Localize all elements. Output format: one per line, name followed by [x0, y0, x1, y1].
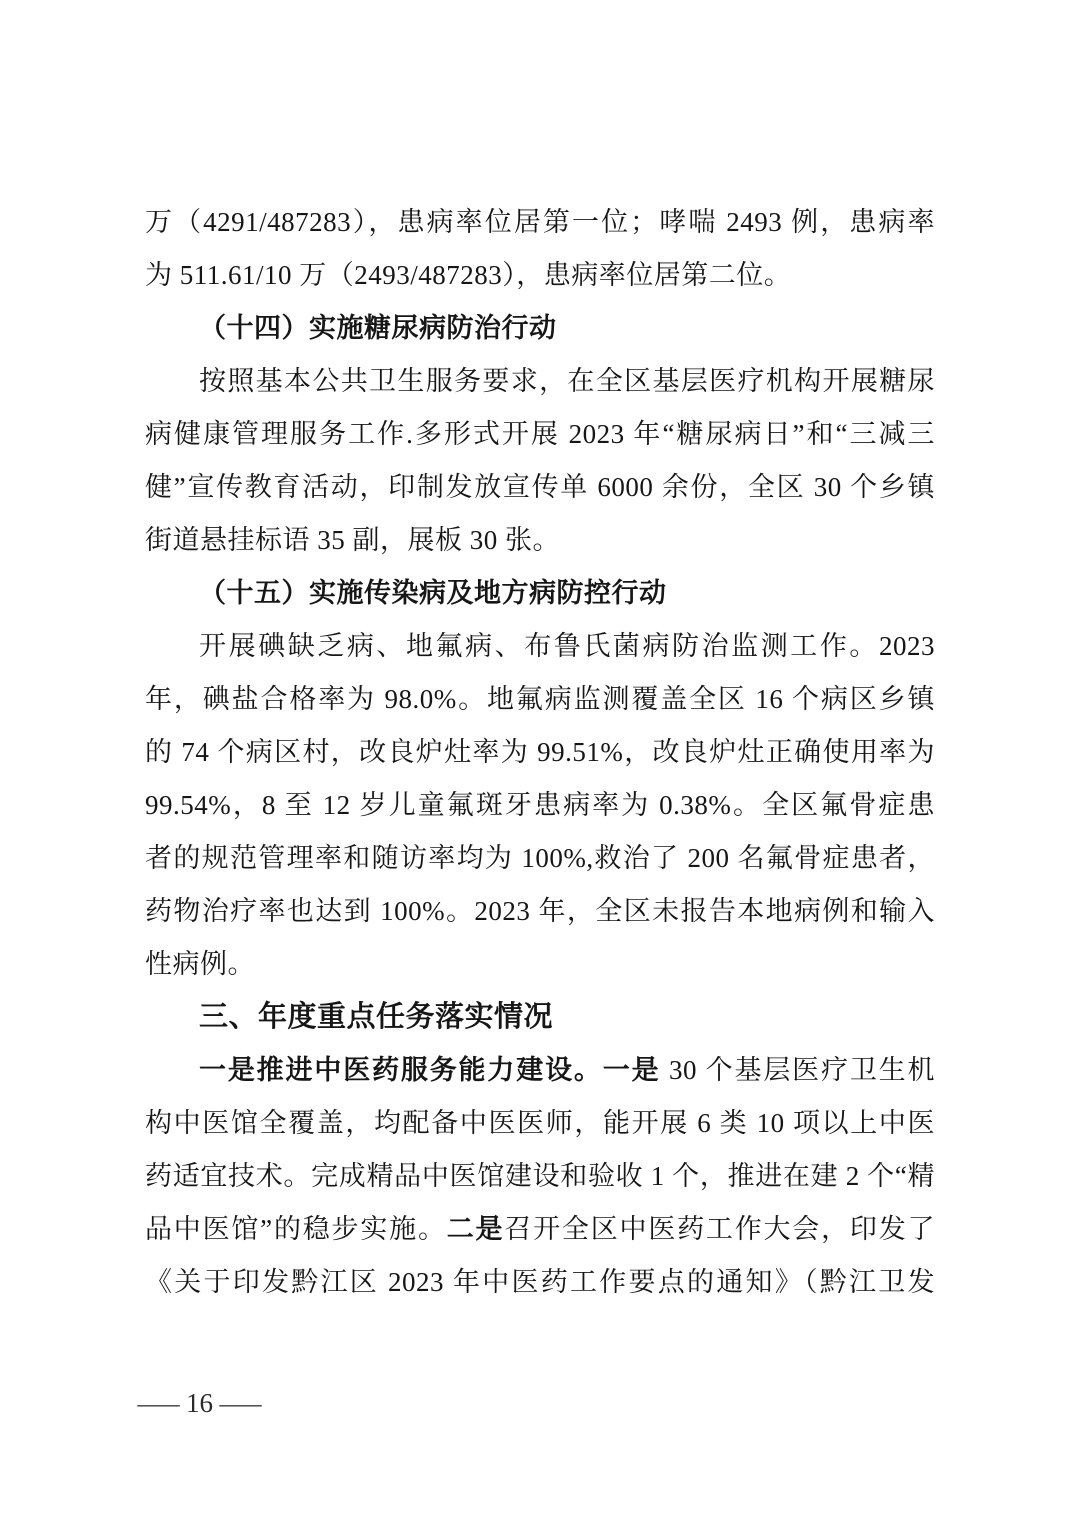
- text-line: [145, 1150, 935, 1203]
- text-line: [145, 355, 935, 408]
- body-text: 三、年度重点任务落实情况: [199, 1001, 554, 1033]
- text-line: [145, 196, 935, 249]
- bold-text: 一是: [602, 1055, 661, 1085]
- text-line: [145, 885, 935, 938]
- body-text: 街道悬挂标语 35 副，展板 30 张。: [145, 525, 560, 555]
- text-line: [145, 514, 935, 567]
- body-text: 召开全区中医药工作大会，印发了: [504, 1214, 935, 1244]
- body-text: （十五）实施传染病及地方病防控行动: [199, 578, 667, 608]
- bold-text: 一是推进中医药服务能力建设。: [199, 1055, 603, 1085]
- body-text: 健”宣传教育活动，印制发放宣传单 6000 余份，全区 30 个乡镇: [145, 472, 935, 502]
- text-line: [145, 408, 935, 461]
- text-line: [145, 620, 935, 673]
- para-tcm-capacity: [145, 1044, 935, 1309]
- text-line: [145, 779, 935, 832]
- heading-section-3-annual-key-tasks: [145, 991, 935, 1044]
- body-text: 《关于印发黔江区 2023 年中医药工作要点的通知》（黔江卫发: [145, 1267, 935, 1297]
- heading-15-infectious-endemic-action: [145, 567, 935, 620]
- bold-text: 二是: [446, 1214, 505, 1244]
- text-line: [145, 1256, 935, 1309]
- heading-line: [145, 991, 935, 1044]
- text-line: [145, 1203, 935, 1256]
- text-line: [145, 461, 935, 514]
- para-prevalence-continued: [145, 196, 935, 302]
- body-text: 性病例。: [145, 949, 255, 979]
- body-text: 99.54%，8 至 12 岁儿童氟斑牙患病率为 0.38%。全区氟骨症患: [145, 790, 935, 820]
- body-text: 开展碘缺乏病、地氟病、布鲁氏菌病防治监测工作。2023: [199, 631, 935, 661]
- document-body: [145, 196, 935, 1309]
- body-text: 药适宜技术。完成精品中医馆建设和验收 1 个，推进在建 2 个“精: [145, 1161, 935, 1191]
- body-text: 年，碘盐合格率为 98.0%。地氟病监测覆盖全区 16 个病区乡镇: [145, 684, 935, 714]
- heading-line: [145, 302, 935, 355]
- body-text: 的 74 个病区村，改良炉灶率为 99.51%，改良炉灶正确使用率为: [145, 737, 935, 767]
- body-text: 为 511.61/10 万（2493/487283），患病率位居第二位。: [145, 260, 792, 290]
- text-line: [145, 726, 935, 779]
- para-endemic-disease: [145, 620, 935, 991]
- text-line: [145, 832, 935, 885]
- body-text: 万（4291/487283），患病率位居第一位；哮喘 2493 例，患病率: [145, 207, 935, 237]
- body-text: 构中医馆全覆盖，均配备中医医师，能开展 6 类 10 项以上中医: [145, 1108, 935, 1138]
- body-text: 者的规范管理率和随访率均为 100%,救治了 200 名氟骨症患者，: [145, 843, 935, 873]
- text-line: [145, 938, 935, 991]
- heading-14-diabetes-action: [145, 302, 935, 355]
- footer-page-number: 16: [186, 1388, 213, 1418]
- page-footer: [137, 1388, 262, 1419]
- text-line: [145, 1097, 935, 1150]
- footer-dash-right: —: [219, 1388, 262, 1418]
- body-text: （十四）实施糖尿病防治行动: [199, 313, 557, 343]
- body-text: 30 个基层医疗卫生机: [660, 1055, 935, 1085]
- para-diabetes-action: [145, 355, 935, 567]
- body-text: 品中医馆”的稳步实施。: [145, 1214, 447, 1244]
- text-line: [145, 673, 935, 726]
- text-line: [145, 1044, 935, 1097]
- body-text: 按照基本公共卫生服务要求，在全区基层医疗机构开展糖尿: [199, 366, 935, 396]
- footer-dash-left: —: [137, 1388, 180, 1418]
- heading-line: [145, 567, 935, 620]
- body-text: 药物治疗率也达到 100%。2023 年，全区未报告本地病例和输入: [145, 896, 935, 926]
- body-text: 病健康管理服务工作.多形式开展 2023 年“糖尿病日”和“三减三: [145, 419, 935, 449]
- text-line: [145, 249, 935, 302]
